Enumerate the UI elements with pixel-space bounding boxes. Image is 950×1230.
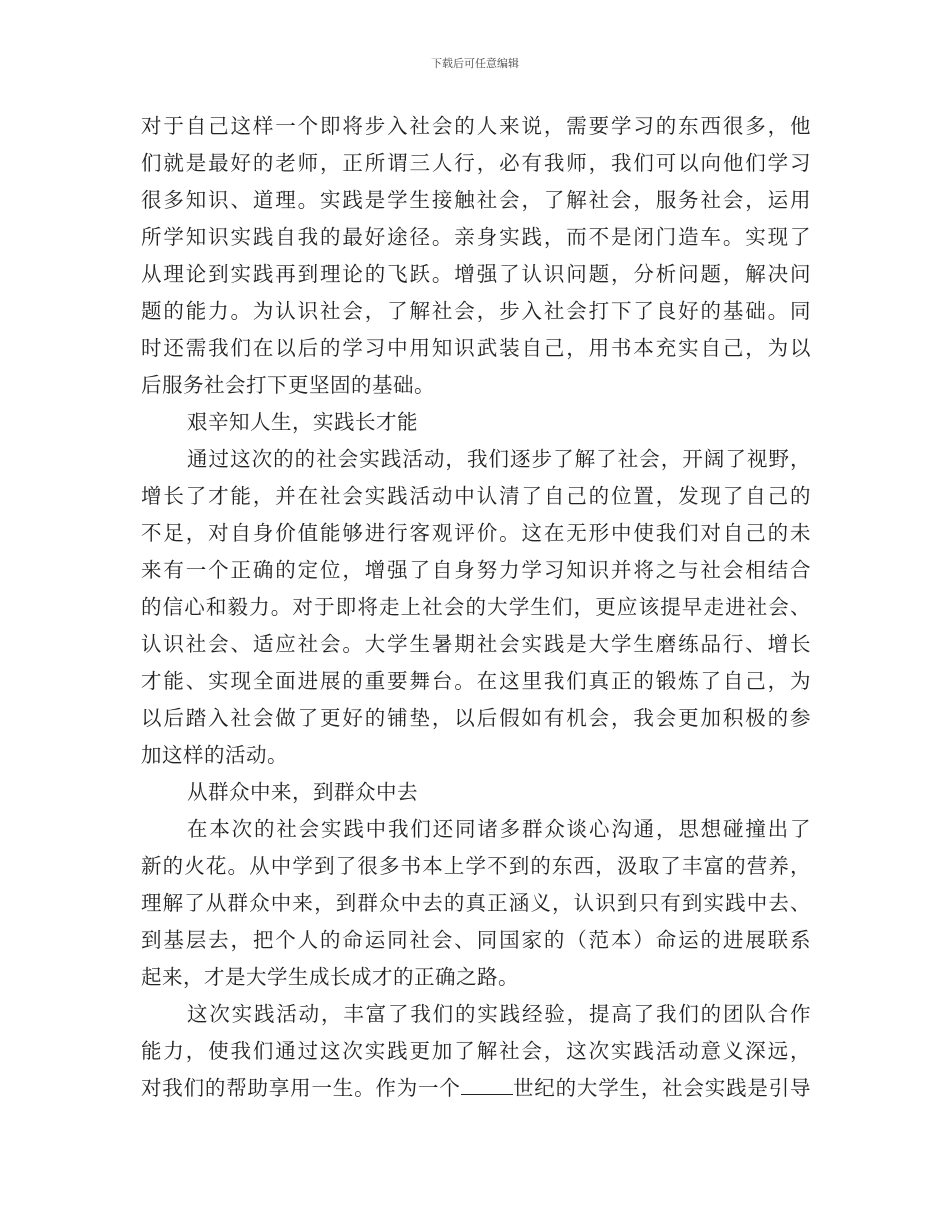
text-line: 理解了从群众中来，到群众中去的真正涵义，认识到只有到实践中去、 — [141, 891, 811, 915]
text-line: 起来，才是大学生成长成才的正确之路。 — [141, 965, 519, 989]
text-line: 这次实践活动，丰富了我们的实践经验，提高了我们的团队合作 — [187, 1002, 811, 1026]
text-line: 增长了才能，并在社会实践活动中认清了自己的位置，发现了自己的 — [141, 484, 811, 508]
section-heading: 从群众中来，到群众中去 — [187, 780, 418, 804]
text-line: 到基层去，把个人的命运同社会、同国家的（范本）命运的进展联系 — [141, 928, 811, 952]
fill-in-blank — [461, 1076, 513, 1095]
text-line: 后服务社会打下更坚固的基础。 — [141, 373, 435, 397]
document-body — [141, 108, 811, 1107]
page-header: 下载后可任意编辑 — [431, 57, 519, 70]
text-segment: 对我们的帮助享用一生。作为一个 — [141, 1076, 461, 1100]
text-segment: 世纪的大学生，社会实践是引导 — [512, 1076, 812, 1100]
section-heading: 艰辛知人生，实践长才能 — [187, 410, 418, 434]
text-line: 在本次的社会实践中我们还同诸多群众谈心沟通，思想碰撞出了 — [187, 817, 811, 841]
text-line: 来有一个正确的定位，增强了自身努力学习知识并将之与社会相结合 — [141, 558, 811, 582]
text-line: 从理论到实践再到理论的飞跃。增强了认识问题，分析问题，解决问 — [141, 262, 811, 286]
text-line: 时还需我们在以后的学习中用知识武装自己，用书本充实自己，为以 — [141, 336, 811, 360]
text-line: 的信心和毅力。对于即将走上社会的大学生们，更应该提早走进社会、 — [141, 595, 811, 619]
text-line: 很多知识、道理。实践是学生接触社会，了解社会，服务社会，运用 — [141, 188, 811, 212]
text-line: 所学知识实践自我的最好途径。亲身实践，而不是闭门造车。实现了 — [141, 225, 811, 249]
text-line: 对于自己这样一个即将步入社会的人来说，需要学习的东西很多，他 — [141, 114, 811, 138]
text-line: 们就是最好的老师，正所谓三人行，必有我师，我们可以向他们学习 — [141, 151, 811, 175]
text-line: 以后踏入社会做了更好的铺垫，以后假如有机会，我会更加积极的参 — [141, 706, 811, 730]
text-line: 不足，对自身价值能够进行客观评价。这在无形中使我们对自己的未 — [141, 521, 811, 545]
text-line: 题的能力。为认识社会，了解社会，步入社会打下了良好的基础。同 — [141, 299, 811, 323]
text-line: 能力，使我们通过这次实践更加了解社会，这次实践活动意义深远， — [141, 1039, 811, 1063]
text-line: 通过这次的的社会实践活动，我们逐步了解了社会，开阔了视野， — [187, 447, 811, 471]
text-line: 才能、实现全面进展的重要舞台。在这里我们真正的锻炼了自己，为 — [141, 669, 811, 693]
text-line: 加这样的活动。 — [141, 743, 288, 767]
text-line: 认识社会、适应社会。大学生暑期社会实践是大学生磨练品行、增长 — [141, 632, 811, 656]
text-line: 新的火花。从中学到了很多书本上学不到的东西，汲取了丰富的营养， — [141, 854, 811, 878]
text-line — [141, 1070, 811, 1107]
